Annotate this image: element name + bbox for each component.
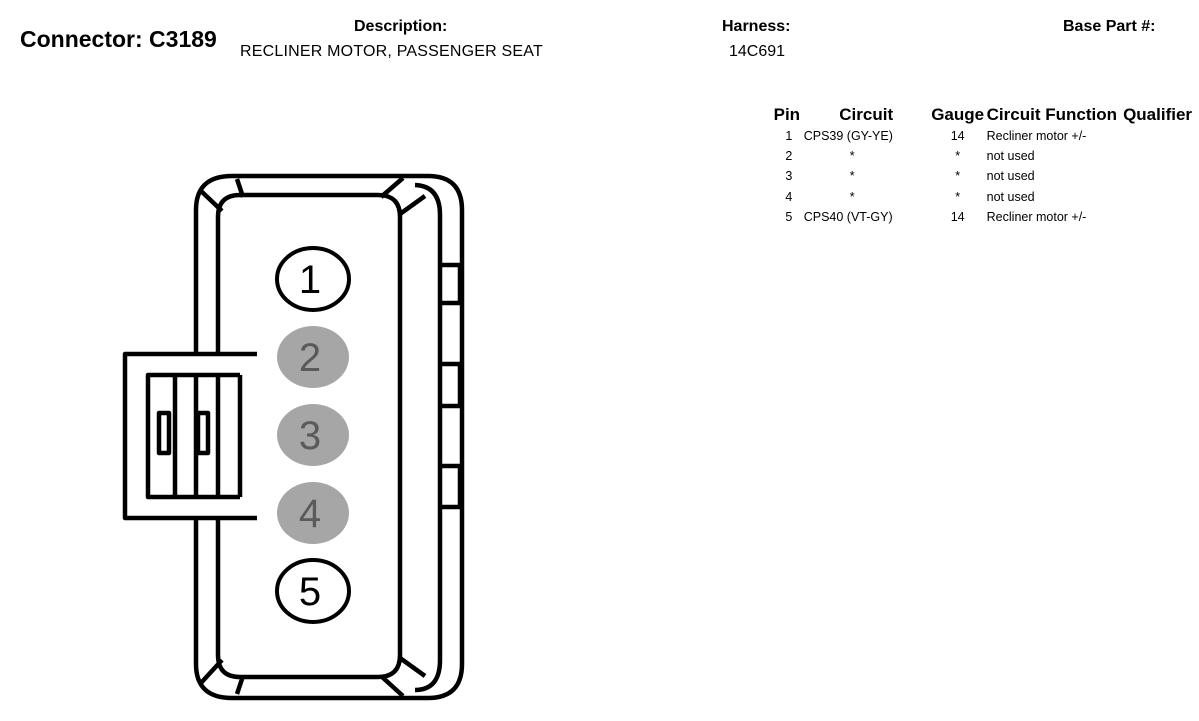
latch-tab: [198, 413, 208, 453]
pin-number-label: 1: [298, 258, 322, 302]
cell-function: not used: [986, 169, 1035, 184]
cell-function: Recliner motor +/-: [986, 129, 1087, 144]
cell-circuit: CPS39 (GY-YE): [803, 129, 893, 144]
cell-pin: 1: [785, 129, 793, 144]
cell-circuit: *: [849, 189, 855, 204]
table-row: [770, 166, 1199, 186]
table-row: [770, 187, 1199, 207]
column-header-circuit: Circuit: [839, 105, 894, 124]
description-value: RECLINER MOTOR, PASSENGER SEAT: [240, 43, 543, 60]
harness-label: Harness:: [722, 18, 791, 35]
chamfer-line: [381, 676, 403, 696]
cell-gauge: *: [955, 169, 961, 184]
chamfer-line: [400, 658, 425, 676]
column-header-gauge: Gauge: [931, 105, 985, 124]
chamfer-line: [200, 190, 222, 211]
cell-gauge: 14: [950, 129, 965, 144]
pin-number-label: 5: [298, 570, 322, 614]
cell-pin: 3: [785, 169, 793, 184]
pin-number-label: 2: [298, 336, 322, 380]
cell-circuit: *: [849, 149, 855, 164]
latch-tab: [159, 413, 169, 453]
base-part-label: Base Part #:: [1063, 18, 1156, 35]
cell-qualifier: [1123, 146, 1199, 166]
pin-number-label: 4: [298, 492, 322, 536]
cell-circuit: CPS40 (VT-GY): [803, 209, 893, 224]
column-header-circuit-function: Circuit Function: [986, 105, 1117, 124]
harness-value: 14C691: [729, 43, 786, 60]
cell-qualifier: [1123, 126, 1199, 146]
table-header-row: [770, 104, 1199, 126]
column-header-pin: Pin: [773, 105, 801, 124]
table-row: [770, 207, 1199, 227]
chamfer-line: [400, 196, 425, 214]
cell-pin: 5: [785, 209, 793, 224]
cell-qualifier: [1123, 187, 1199, 207]
connector-side-wall: [415, 185, 440, 690]
cell-function: not used: [986, 149, 1035, 164]
description-label: Description:: [354, 18, 448, 35]
table-row: [770, 126, 1199, 146]
pin-table: [770, 104, 1199, 227]
chamfer-line: [200, 660, 222, 684]
side-rib: [440, 364, 460, 406]
table-row: [770, 146, 1199, 166]
cell-gauge: 14: [950, 209, 965, 224]
cell-gauge: *: [955, 149, 961, 164]
pin-number-label: 3: [298, 414, 322, 458]
chamfer-line: [381, 178, 403, 197]
cell-gauge: *: [955, 189, 961, 204]
side-rib: [440, 466, 460, 507]
cell-function: not used: [986, 189, 1035, 204]
latch-outer: [125, 354, 257, 518]
side-rib: [440, 265, 460, 303]
pin-group: [277, 248, 349, 622]
cell-qualifier: [1123, 166, 1199, 186]
column-header-qualifier: Qualifier: [1123, 105, 1193, 124]
connector-title: Connector: C3189: [20, 26, 217, 52]
cell-function: Recliner motor +/-: [986, 209, 1087, 224]
cell-pin: 4: [785, 189, 793, 204]
cell-pin: 2: [785, 149, 793, 164]
cell-qualifier: [1123, 207, 1199, 227]
cell-circuit: *: [849, 169, 855, 184]
